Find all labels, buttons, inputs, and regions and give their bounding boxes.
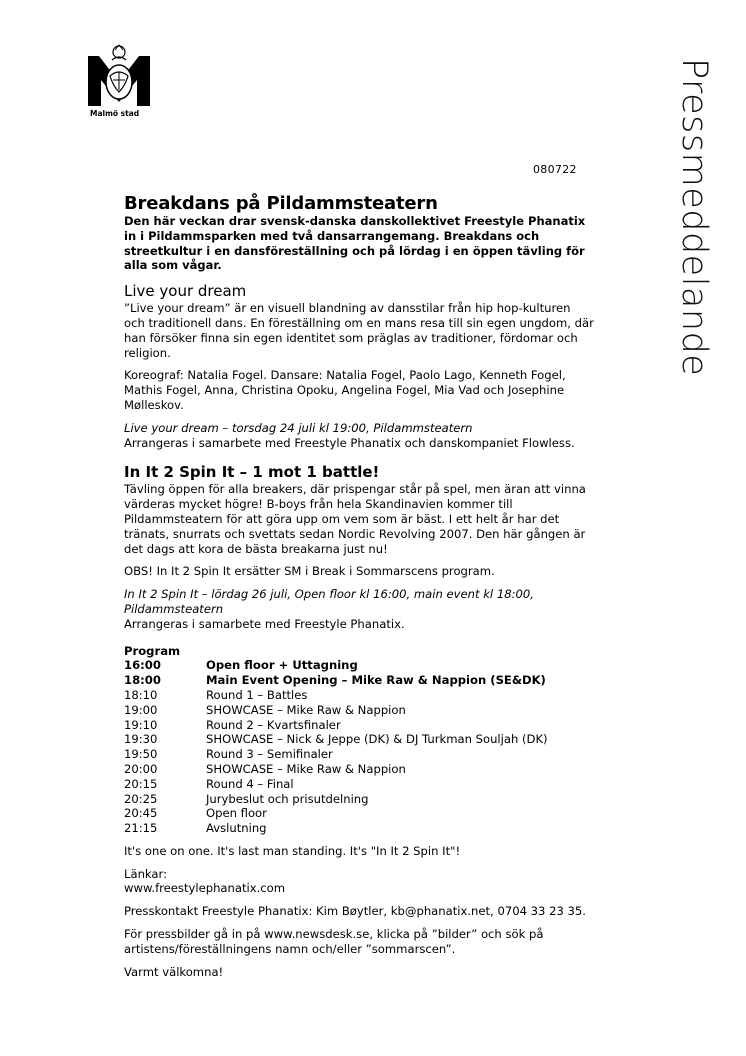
live-your-dream-event: Live your dream – torsdag 24 juli kl 19:00, Pildammsteatern	[124, 420, 473, 435]
program-row	[124, 732, 548, 747]
program-time: 16:00	[124, 658, 161, 673]
logo-text: Malmö stad	[90, 109, 140, 118]
release-date: 080722	[533, 163, 577, 176]
program-heading: Program	[124, 643, 181, 658]
program-item: SHOWCASE – Nick & Jeppe (DK) & DJ Turkman Souljah (DK)	[206, 732, 548, 747]
program-row	[124, 658, 548, 673]
program-row	[124, 792, 548, 807]
program-item: SHOWCASE – Mike Raw & Nappion	[206, 702, 406, 717]
pressmeddelande-heading: Pressmeddelande	[674, 58, 714, 377]
in-it-2-spin-it-description: Tävling öppen för alla breakers, där prispengar står på spel, men äran att vinna värderas mycket högre! B-boys från hela Skandinavien kommer till Pildammsteatern för att göra upp om vem som är bäst. I ett helt år har det tränats, snurrats och svettats sedan Nordic Revolving 2007. Den här gången är det dags att kora de bästa breakarna just nu!	[124, 482, 586, 556]
program-time: 20:00	[124, 761, 158, 776]
live-your-dream-arrangers: Arrangeras i samarbete med Freestyle Phanatix och danskompaniet Flowless.	[124, 435, 575, 450]
closing-line: It's one on one. It's last man standing. It's "In It 2 Spin It"!	[124, 843, 461, 858]
program-time: 18:10	[124, 687, 158, 702]
program-item: Round 3 – Semifinaler	[206, 747, 333, 762]
program-time: 19:30	[124, 732, 158, 747]
malmo-stad-logo	[88, 42, 154, 118]
press-release-body	[124, 194, 594, 987]
links-section	[124, 867, 594, 897]
program-time: 19:50	[124, 747, 158, 762]
section-heading-in-it-2-spin-it: In It 2 Spin It – 1 mot 1 battle!	[124, 463, 380, 482]
program-time: 20:25	[124, 791, 158, 806]
in-it-2-spin-it-note: OBS! In It 2 Spin It ersätter SM i Break i Sommarscens program.	[124, 564, 495, 579]
program-row	[124, 688, 548, 703]
welcome-line: Varmt välkomna!	[124, 964, 224, 979]
program-row	[124, 718, 548, 733]
lead-paragraph: Den här veckan drar svensk-danska danskollektivet Freestyle Phanatix in i Pildammsparken med två dansarrangemang. Breakdans och streetkultur i en dansföreställning och på lördag i en öppen tävling för alla som vågar.	[124, 214, 586, 273]
links-label: Länkar:	[124, 866, 167, 881]
section-heading-live-your-dream: Live your dream	[124, 282, 247, 301]
live-your-dream-credits: Koreograf: Natalia Fogel. Dansare: Natalia Fogel, Paolo Lago, Kenneth Fogel, Mathis Fogel, Anna, Christina Opoku, Angelina Fogel, Mia Vad och Josephine Mølleskov.	[124, 368, 566, 412]
program-row	[124, 673, 548, 688]
program-row	[124, 806, 548, 821]
program-row	[124, 777, 548, 792]
program-item: Open floor	[206, 806, 267, 821]
griffin-crest-icon	[88, 42, 150, 106]
program-item: Avslutning	[206, 821, 267, 836]
in-it-2-spin-it-event: In It 2 Spin It – lördag 26 juli, Open floor kl 16:00, main event kl 18:00, Pildammsteatern	[124, 587, 534, 616]
program-item: Round 4 – Final	[206, 776, 294, 791]
program-item: Main Event Opening – Mike Raw & Nappion (SE&DK)	[206, 673, 546, 688]
page-title: Breakdans på Pildammsteatern	[124, 193, 438, 214]
live-your-dream-description: ”Live your dream” är en visuell blandning av dansstilar från hip hop-kulturen och traditionell dans. En föreställning om en mans resa till sin egen ungdom, där han försöker finna sin egen identitet som präglas av traditioner, fördomar och religion.	[124, 301, 594, 360]
program-row	[124, 703, 548, 718]
program-time: 19:00	[124, 702, 158, 717]
program-item: Open floor + Uttagning	[206, 658, 358, 673]
program-time: 18:00	[124, 673, 161, 688]
press-contact: Presskontakt Freestyle Phanatix: Kim Bøytler, kb@phanatix.net, 0704 33 23 35.	[124, 904, 586, 919]
program-time: 20:45	[124, 806, 158, 821]
program-row	[124, 762, 548, 777]
website-link[interactable]: www.freestylephanatix.com	[124, 881, 286, 896]
in-it-2-spin-it-arrangers: Arrangeras i samarbete med Freestyle Phanatix.	[124, 616, 405, 631]
program-row	[124, 747, 548, 762]
program-item: Jurybeslut och prisutdelning	[206, 791, 369, 806]
program-item: SHOWCASE – Mike Raw & Nappion	[206, 761, 406, 776]
program-time: 20:15	[124, 776, 158, 791]
program-item: Round 2 – Kvartsfinaler	[206, 717, 341, 732]
program-row	[124, 821, 548, 836]
program-time: 19:10	[124, 717, 158, 732]
program-table	[124, 658, 548, 836]
program-time: 21:15	[124, 821, 158, 836]
program-item: Round 1 – Battles	[206, 687, 308, 702]
press-images-info: För pressbilder gå in på www.newsdesk.se, klicka på ”bilder” och sök på artistens/föreställningens namn och/eller ”sommarscen”.	[124, 927, 544, 956]
